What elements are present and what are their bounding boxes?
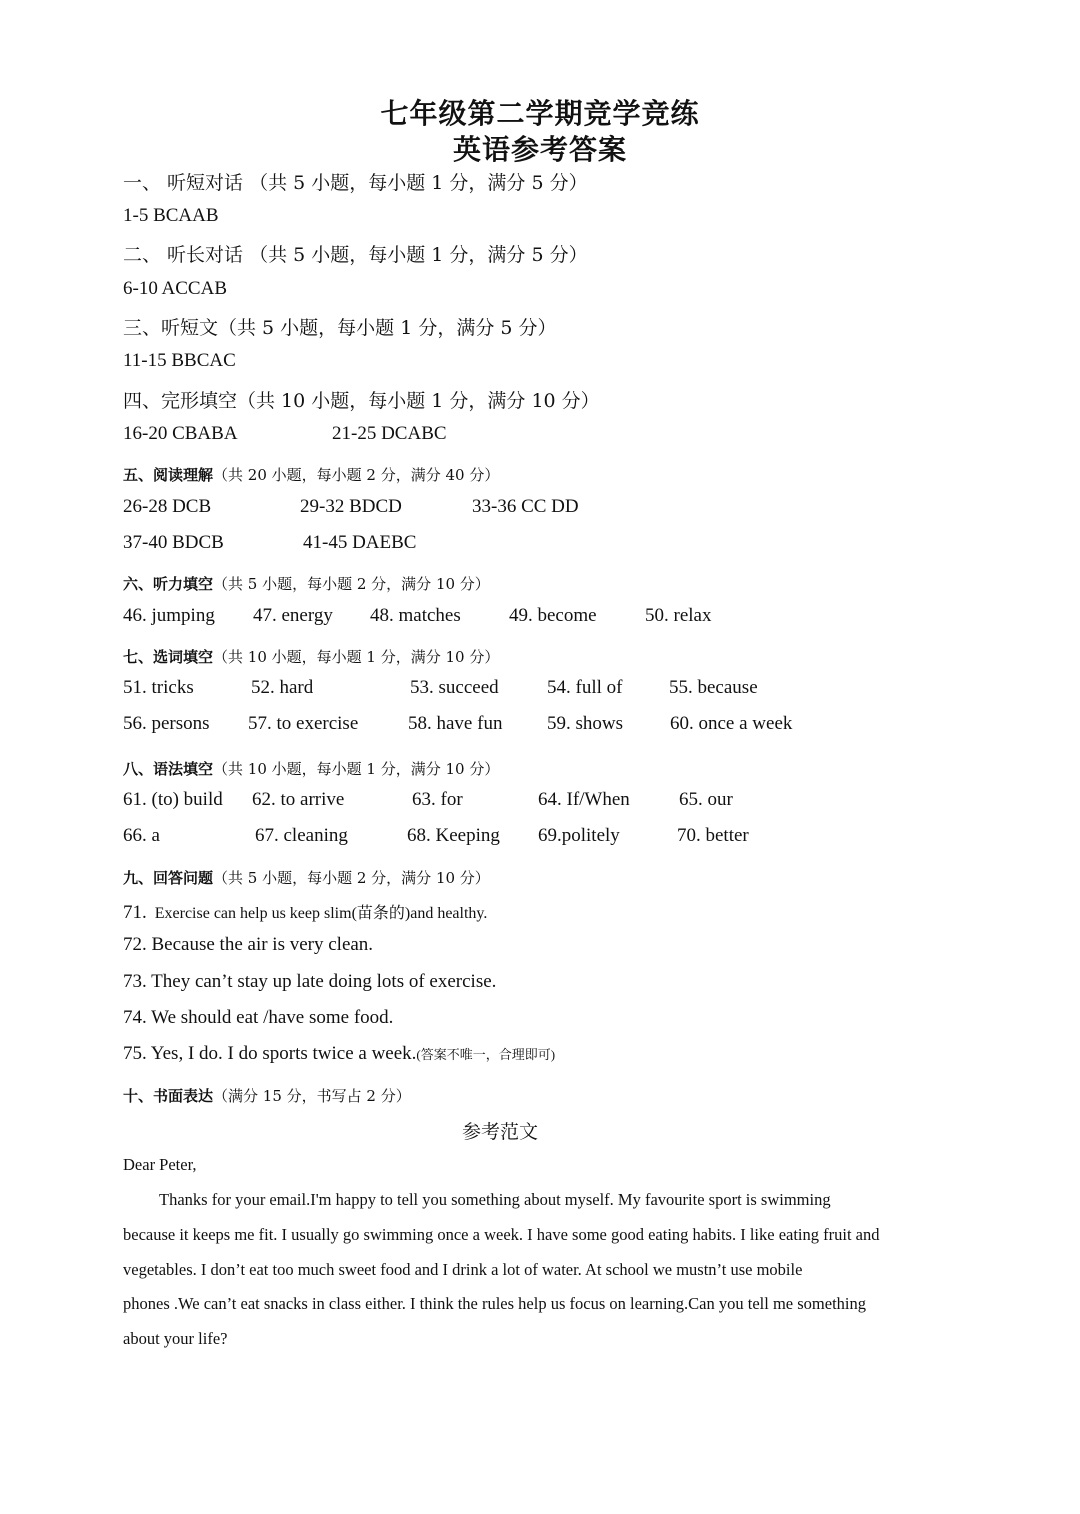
section-6-title: 六、听力填空 xyxy=(123,575,214,593)
section-7-answer: 56. persons xyxy=(123,713,210,734)
section-7-answer: 53. succeed xyxy=(410,677,499,698)
section-7-answer: 54. full of xyxy=(547,677,623,698)
section-8-title: 八、语法填空 xyxy=(123,760,214,778)
section-7-answer: 52. hard xyxy=(251,677,314,698)
section-5-title: 五、阅读理解 xyxy=(123,466,214,484)
section-8-answer: 70. better xyxy=(677,825,749,846)
section-9-detail: （共 5 小题，每小题 2 分，满分 10 分） xyxy=(213,869,490,887)
section-6-answer: 49. become xyxy=(509,605,597,626)
question-71-answer: Exercise can help us keep slim(苗条的)and healthy. xyxy=(154,905,488,922)
section-6-answer: 46. jumping xyxy=(123,605,215,626)
section-6-answer: 50. relax xyxy=(645,605,712,626)
section-4-heading: 四、完形填空（共 10 小题，每小题 1 分，满分 10 分） xyxy=(123,390,600,412)
question-75-note: (答案不唯一，合理即可) xyxy=(416,1047,556,1062)
essay-title: 参考范文 xyxy=(461,1121,538,1143)
section-8-answer: 65. our xyxy=(679,789,733,810)
section-5-answer: 37-40 BDCB xyxy=(123,532,224,553)
section-7-heading xyxy=(123,646,499,667)
section-6-answer: 47. energy xyxy=(253,605,333,626)
section-4-answer-b: 21-25 DCABC xyxy=(332,423,447,444)
section-6-answer: 48. matches xyxy=(370,605,461,626)
section-2-answers: 6-10 ACCAB xyxy=(123,278,227,299)
section-5-answer: 29-32 BDCD xyxy=(300,496,402,517)
section-7-answer: 57. to exercise xyxy=(248,713,359,734)
section-8-detail: （共 10 小题，每小题 1 分，满分 10 分） xyxy=(213,760,500,778)
section-8-answer: 66. a xyxy=(123,825,160,846)
section-1-answers: 1-5 BCAAB xyxy=(123,205,219,226)
question-72: 72. Because the air is very clean. xyxy=(123,934,374,955)
question-75 xyxy=(123,1043,555,1065)
section-6-heading xyxy=(123,573,490,594)
section-5-answer: 41-45 DAEBC xyxy=(303,532,417,553)
section-6-detail: （共 5 小题，每小题 2 分，满分 10 分） xyxy=(213,575,490,593)
question-71-number: 71. xyxy=(123,902,147,923)
section-8-answer: 63. for xyxy=(412,789,463,810)
section-5-detail: （共 20 小题，每小题 2 分，满分 40 分） xyxy=(213,466,500,484)
section-7-answer: 58. have fun xyxy=(408,713,503,734)
section-5-answer: 33-36 CC DD xyxy=(472,496,579,517)
section-8-heading xyxy=(123,758,499,779)
section-8-answer: 69.politely xyxy=(538,825,620,846)
section-5-answer: 26-28 DCB xyxy=(123,496,212,517)
section-4-answer-a: 16-20 CBABA xyxy=(123,423,238,444)
section-8-answer: 62. to arrive xyxy=(252,789,345,810)
essay-salutation: Dear Peter, xyxy=(123,1155,197,1174)
essay-line: vegetables. I don’t eat too much sweet food and I drink a lot of water. At school we mustn’t use mobile xyxy=(123,1260,803,1279)
section-7-answer: 55. because xyxy=(669,677,758,698)
section-10-heading xyxy=(123,1085,411,1106)
section-3-heading: 三、听短文（共 5 小题，每小题 1 分，满分 5 分） xyxy=(123,317,557,339)
section-7-answer: 60. once a week xyxy=(670,713,793,734)
page-title: 七年级第二学期竞学竞练 xyxy=(380,97,700,130)
section-3-answers: 11-15 BBCAC xyxy=(123,350,236,371)
section-8-answer: 61. (to) build xyxy=(123,789,223,810)
section-9-title: 九、回答问题 xyxy=(123,869,214,887)
essay-line: about your life? xyxy=(123,1329,228,1348)
page-subtitle: 英语参考答案 xyxy=(452,133,627,166)
section-7-answer: 51. tricks xyxy=(123,677,194,698)
section-8-answer: 64. If/When xyxy=(538,789,630,810)
section-1-heading: 一、 听短对话 （共 5 小题，每小题 1 分，满分 5 分） xyxy=(123,172,588,194)
essay-line: because it keeps me fit. I usually go swimming once a week. I have some good eating habits. I like eating fruit and xyxy=(123,1225,880,1244)
section-10-title: 十、书面表达 xyxy=(123,1087,214,1105)
question-75-answer: 75. Yes, I do. I do sports twice a week. xyxy=(123,1043,417,1064)
question-74: 74. We should eat /have some food. xyxy=(123,1007,394,1028)
essay-line: phones .We can’t eat snacks in class either. I think the rules help us focus on learning.Can you tell me something xyxy=(123,1294,866,1313)
section-7-answer: 59. shows xyxy=(547,713,624,734)
section-2-heading: 二、 听长对话 （共 5 小题，每小题 1 分，满分 5 分） xyxy=(123,244,588,266)
question-71 xyxy=(123,900,487,924)
essay-line: Thanks for your email.I'm happy to tell you something about myself. My favourite sport is swimming xyxy=(159,1190,831,1209)
section-7-detail: （共 10 小题，每小题 1 分，满分 10 分） xyxy=(213,648,500,666)
section-9-heading xyxy=(123,867,490,888)
section-10-detail: （满分 15 分，书写占 2 分） xyxy=(213,1087,411,1105)
question-73: 73. They can’t stay up late doing lots of exercise. xyxy=(123,971,497,992)
section-5-heading xyxy=(123,464,499,485)
section-8-answer: 68. Keeping xyxy=(407,825,500,846)
section-7-title: 七、选词填空 xyxy=(123,648,214,666)
section-8-answer: 67. cleaning xyxy=(255,825,348,846)
